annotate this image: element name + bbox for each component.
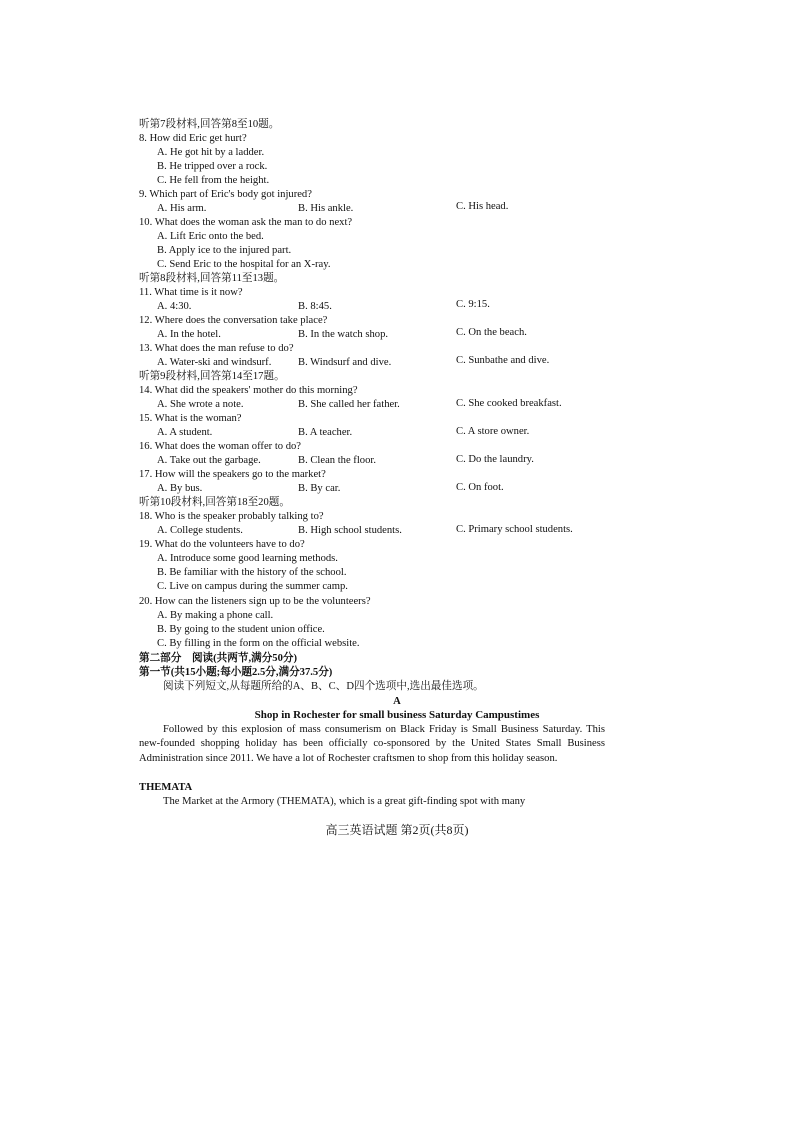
option-16c: C. Do the laundry. [456, 454, 534, 465]
section-10-instruction: 听第10段材料,回答第18至20题。 [139, 497, 290, 508]
option-20a: A. By making a phone call. [157, 610, 274, 621]
question-9: 9. Which part of Eric's body got injured? [139, 189, 312, 200]
option-19b: B. Be familiar with the history of the school. [157, 567, 347, 578]
option-10c: C. Send Eric to the hospital for an X-ray. [157, 259, 331, 270]
question-17: 17. How will the speakers go to the market? [139, 469, 326, 480]
option-15c: C. A store owner. [456, 426, 530, 437]
option-13a: A. Water-ski and windsurf. [157, 357, 272, 368]
option-17c: C. On foot. [456, 482, 504, 493]
option-19c: C. Live on campus during the summer camp. [157, 581, 348, 592]
question-16: 16. What does the woman offer to do? [139, 441, 302, 452]
option-8a: A. He got hit by a ladder. [157, 147, 265, 158]
section-one-heading: 第一节(共15小题;每小题2.5分,满分37.5分) [139, 667, 333, 678]
question-20: 20. How can the listeners sign up to be the volunteers? [139, 596, 371, 607]
option-12c: C. On the beach. [456, 327, 527, 338]
option-14c: C. She cooked breakfast. [456, 398, 562, 409]
option-17b: B. By car. [298, 483, 341, 494]
option-9b: B. His ankle. [298, 203, 354, 214]
option-11b: B. 8:45. [298, 301, 332, 312]
question-19: 19. What do the volunteers have to do? [139, 539, 305, 550]
option-8b: B. He tripped over a rock. [157, 161, 268, 172]
option-11a: A. 4:30. [157, 301, 192, 312]
question-15: 15. What is the woman? [139, 413, 242, 424]
option-20b: B. By going to the student union office. [157, 624, 325, 635]
passage-letter: A [393, 696, 401, 707]
option-10a: A. Lift Eric onto the bed. [157, 231, 264, 242]
page-footer: 高三英语试题 第2页(共8页) [325, 823, 469, 837]
option-8c: C. He fell from the height. [157, 175, 270, 186]
option-18c: C. Primary school students. [456, 524, 573, 535]
passage-title: Shop in Rochester for small business Saturday Campustimes [254, 709, 540, 721]
question-18: 18. Who is the speaker probably talking to? [139, 511, 324, 522]
option-11c: C. 9:15. [456, 299, 490, 310]
question-8: 8. How did Eric get hurt? [139, 133, 247, 144]
section-9-instruction: 听第9段材料,回答第14至17题。 [139, 371, 285, 382]
option-14a: A. She wrote a note. [157, 399, 244, 410]
passage-paragraph-2: The Market at the Armory (THEMATA), which is a great gift-finding spot with many [163, 796, 526, 807]
option-9c: C. His head. [456, 201, 509, 212]
passage-paragraph-1: Followed by this explosion of mass consumerism on Black Friday is Small Business Saturday. This new-founded shopping holiday has been officially co-sponsored by the United States Small Business Administration since 2011. We have a lot of Rochester craftsmen to shop from this holiday season. [139, 724, 605, 764]
question-14: 14. What did the speakers' mother do this morning? [139, 385, 358, 396]
option-10b: B. Apply ice to the injured part. [157, 245, 292, 256]
option-16b: B. Clean the floor. [298, 455, 376, 466]
option-9a: A. His arm. [157, 203, 207, 214]
option-13c: C. Sunbathe and dive. [456, 355, 550, 366]
option-15a: A. A student. [157, 427, 213, 438]
section-8-instruction: 听第8段材料,回答第11至13题。 [139, 273, 285, 284]
option-15b: B. A teacher. [298, 427, 353, 438]
option-16a: A. Take out the garbage. [157, 455, 261, 466]
themata-heading: THEMATA [139, 782, 193, 793]
option-20c: C. By filling in the form on the official website. [157, 638, 360, 649]
question-10: 10. What does the woman ask the man to do next? [139, 217, 353, 228]
part-two-heading: 第二部分 阅读(共两节,满分50分) [139, 653, 298, 664]
question-13: 13. What does the man refuse to do? [139, 343, 294, 354]
section-7-instruction: 听第7段材料,回答第8至10题。 [139, 119, 280, 130]
option-12a: A. In the hotel. [157, 329, 221, 340]
option-18b: B. High school students. [298, 525, 402, 536]
option-17a: A. By bus. [157, 483, 203, 494]
option-18a: A. College students. [157, 525, 243, 536]
option-14b: B. She called her father. [298, 399, 400, 410]
reading-instruction: 阅读下列短文,从每题所给的A、B、C、D四个选项中,选出最佳选项。 [163, 681, 484, 692]
option-12b: B. In the watch shop. [298, 329, 389, 340]
option-13b: B. Windsurf and dive. [298, 357, 392, 368]
question-12: 12. Where does the conversation take place? [139, 315, 328, 326]
question-11: 11. What time is it now? [139, 287, 243, 298]
option-19a: A. Introduce some good learning methods. [157, 553, 338, 564]
